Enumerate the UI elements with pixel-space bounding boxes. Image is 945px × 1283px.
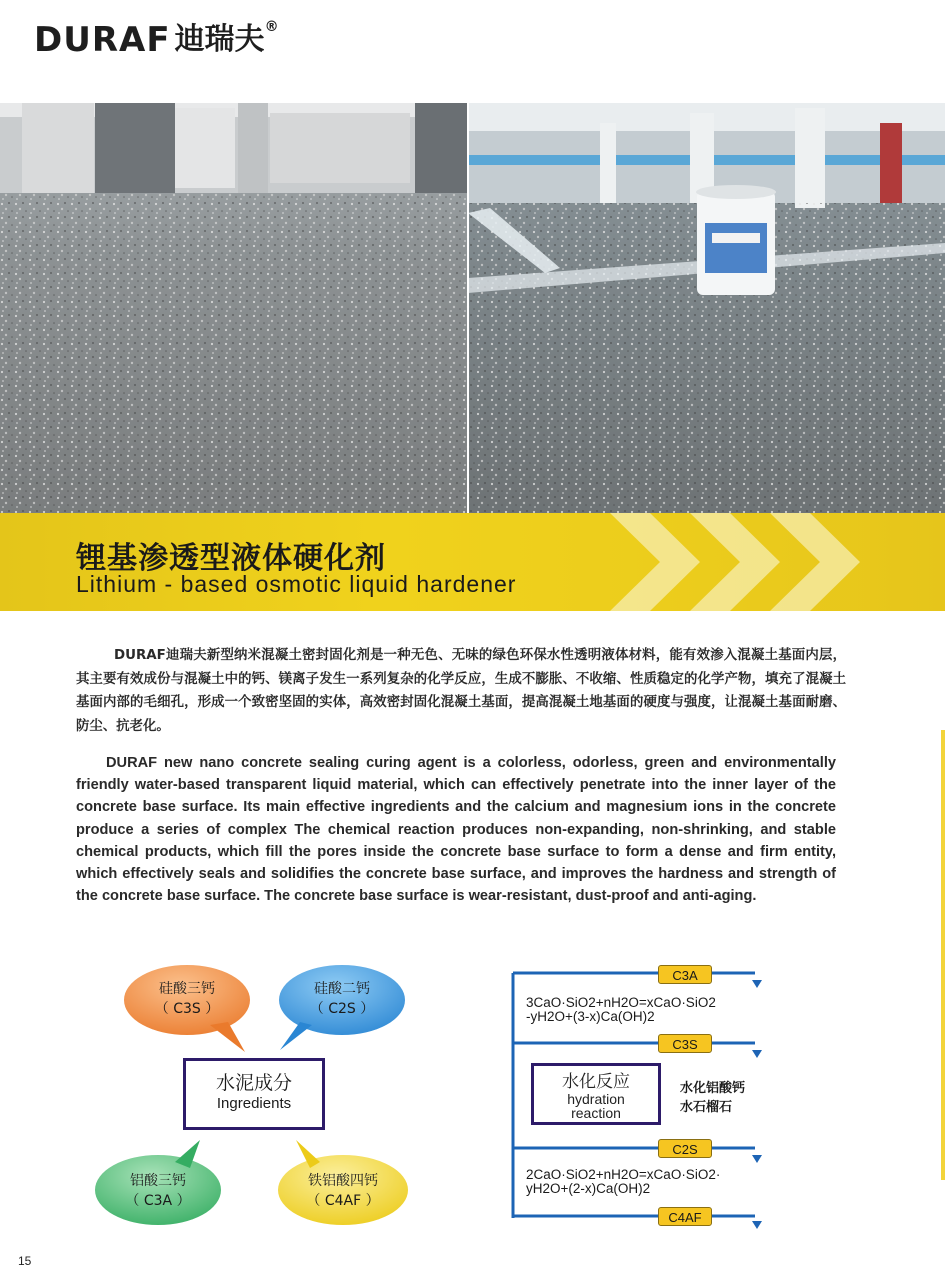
- hydration-products: [680, 1079, 745, 1117]
- bubble-label-cn: 硅酸三钙: [159, 981, 215, 997]
- equation-c3s-line2: -yH2O+(3-x)Ca(OH)2: [526, 1009, 655, 1024]
- tag-c4af: C4AF: [658, 1207, 712, 1226]
- page-number: 15: [18, 1254, 32, 1268]
- product-calcium-aluminate-hydrate: 水化铝酸钙: [680, 1081, 746, 1096]
- bubble-label-code: （ C2S ）: [309, 1001, 375, 1017]
- bubble-c4af-text: [288, 1171, 398, 1211]
- side-decor-strip: [941, 730, 945, 1180]
- bubble-label-cn: 铁铝酸四钙: [308, 1173, 378, 1189]
- equation-c3s-line1: 3CaO·SiO2+nH2O=xCaO·SiO2: [526, 995, 716, 1010]
- brand-name-cn: 迪瑞夫: [174, 22, 265, 57]
- ingredients-title-cn: 水泥成分: [215, 1072, 292, 1094]
- product-hydrogarnet: 水石榴石: [680, 1100, 733, 1115]
- ingredients-center-box: [183, 1058, 325, 1130]
- bubble-label-code: （ C3A ）: [125, 1193, 191, 1209]
- hydration-reaction-box: [531, 1063, 661, 1125]
- bubble-label-cn: 硅酸二钙: [314, 981, 370, 997]
- flow-arrow-icons: [752, 980, 762, 1229]
- product-title-en: Lithium - based osmotic liquid hardener: [76, 571, 517, 597]
- bubble-c3s-text: [137, 979, 237, 1019]
- hydration-title-cn: 水化反应: [562, 1072, 630, 1092]
- bubble-label-cn: 铝酸三钙: [130, 1173, 186, 1189]
- tag-c3a: C3A: [658, 965, 712, 984]
- tag-c2s: C2S: [658, 1139, 712, 1158]
- registered-mark: ®: [264, 19, 279, 35]
- description-cn: DURAF迪瑞夫新型纳米混凝土密封固化剂是一种无色、无味的绿色环保水性透明液体材料，能有效渗入混凝土基面内层，其主要有效成份与混凝土中的钙、镁离子发生一系列复杂的化学反应，生成不膨胀、不收缩、性质稳定的化学产物，填充了混凝土基面内部的毛细孔，形成一个致密坚固的实体，高效密封固化混凝土基面，提高混凝土地基面的硬度与强度，让混凝土基面耐磨、防尘、抗老化。: [76, 648, 846, 734]
- hydration-title-en-2: reaction: [571, 1105, 621, 1121]
- bubble-c2s-text: [292, 979, 392, 1019]
- bubble-label-code: （ C3S ）: [154, 1001, 220, 1017]
- hydration-title-en-1: hydration: [567, 1091, 625, 1107]
- description-en: DURAF new nano concrete sealing curing agent is a colorless, odorless, green and environmentally friendly water-based transparent liquid material, which can effectively penetrate into the inner layer of the concrete base surface. Its main effective ingredients and the calcium and magnesium ions in the concrete produce a series of complex The chemical reaction produces non-expanding, non-shrinking, and stable chemical products, which fill the pores inside the concrete base surface to form a dense and firm entity, which effectively seals and solidifies the concrete base surface, and improves the hardness and strength of the concrete base surface. The concrete base surface is wear-resistant, dust-proof and anti-aging.: [76, 755, 836, 905]
- bubble-c3a-text: [108, 1171, 208, 1211]
- bubble-label-code: （ C4AF ）: [306, 1193, 380, 1209]
- brand-name-en: DURAF: [34, 20, 171, 60]
- product-title-cn: 锂基渗透型液体硬化剂: [76, 541, 386, 576]
- tag-c3s: C3S: [658, 1034, 712, 1053]
- equation-c2s-line1: 2CaO·SiO2+nH2O=xCaO·SiO2·: [526, 1167, 721, 1182]
- equation-c2s-line2: yH2O+(2-x)Ca(OH)2: [526, 1181, 651, 1196]
- ingredients-title-en: Ingredients: [216, 1095, 292, 1112]
